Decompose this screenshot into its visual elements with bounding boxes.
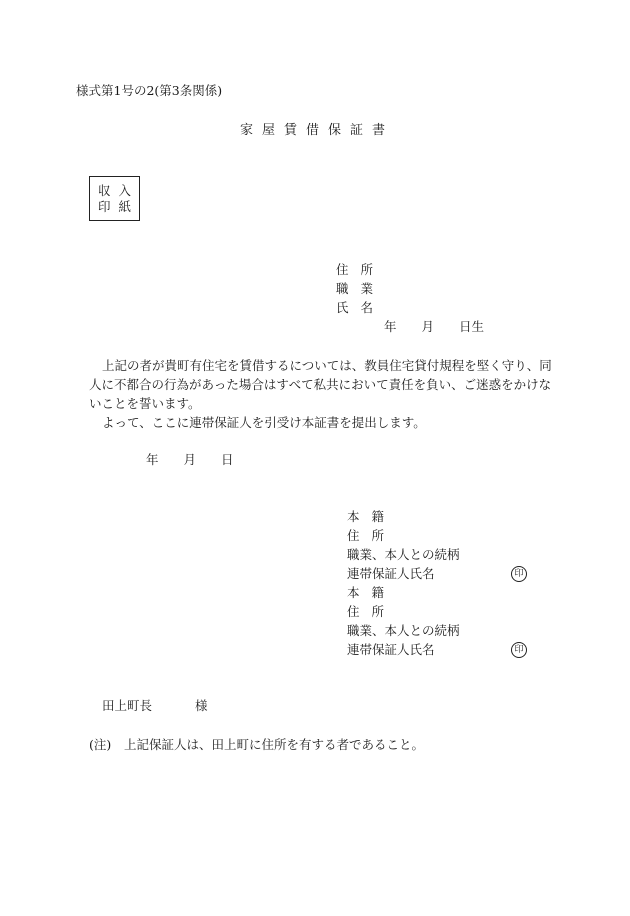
guarantor-1-domicile-label: 本籍 <box>347 509 397 524</box>
note-label: (注) <box>89 737 112 752</box>
borrower-address-label: 住所 <box>336 262 386 277</box>
guarantor-1-relation-label: 職業、本人との続柄 <box>347 547 460 562</box>
guarantor-2-address-label: 住所 <box>347 604 397 619</box>
note-text: 上記保証人は、田上町に住所を有する者であること。 <box>124 737 425 752</box>
addressee-name: 田上町長 <box>102 698 153 713</box>
guarantor-2-relation-label: 職業、本人との続柄 <box>347 623 460 638</box>
guarantor-2-domicile-label: 本籍 <box>347 585 397 600</box>
revenue-stamp-line2: 印紙 <box>98 199 140 214</box>
revenue-stamp-box <box>89 176 140 221</box>
guarantor-2-seal-mark: 印 <box>511 642 527 658</box>
guarantor-1-address-label: 住所 <box>347 528 397 543</box>
body-paragraph-1: 上記の者が貴町有住宅を賃借するについては、教員住宅貸付規程を堅く守り、同人に不都合の行為があった場合はすべて私共において責任を負い、ご迷惑をかけないことを誓います。 <box>89 358 552 411</box>
borrower-name-label: 氏名 <box>336 300 386 315</box>
form-number: 様式第1号の2(第3条関係) <box>76 83 223 98</box>
addressee-honorific: 様 <box>195 698 208 713</box>
issue-date: 年 月 日 <box>146 452 234 467</box>
guarantor-2-name-label: 連帯保証人氏名 <box>347 642 435 657</box>
borrower-occupation-label: 職業 <box>336 281 386 296</box>
document-title: 家屋賃借保証書 <box>240 123 395 138</box>
guarantor-1-seal-mark: 印 <box>511 566 527 582</box>
guarantor-1-name-label: 連帯保証人氏名 <box>347 566 435 581</box>
revenue-stamp-line1: 収入 <box>98 183 140 198</box>
body-paragraph-2: よって、ここに連帯保証人を引受け本証書を提出します。 <box>102 415 426 430</box>
borrower-birthdate: 年 月 日生 <box>384 319 485 334</box>
